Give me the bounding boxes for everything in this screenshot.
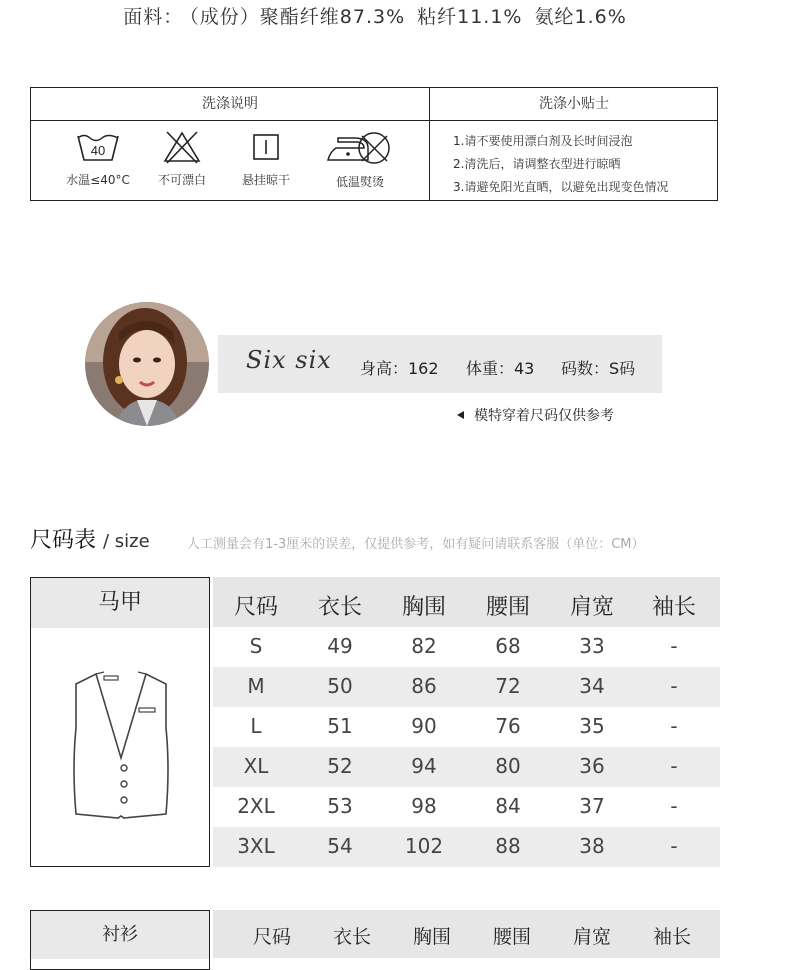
measurement-cell: 88 — [495, 834, 521, 858]
size-cell: 3XL — [237, 834, 275, 858]
wash-tip: 3.请避免阳光直晒，以避免出现变色情况 — [453, 180, 669, 194]
column-header: 腰围 — [492, 926, 531, 948]
care-item-no-bleach — [137, 130, 227, 188]
low-iron-icon — [324, 130, 396, 166]
measurement-cell: - — [670, 634, 678, 658]
care-label: 不可漂白 — [157, 173, 206, 187]
wash-instructions-header: 洗涤说明 — [31, 88, 429, 121]
model-weight: 体重：43 — [466, 359, 535, 378]
size-cell: XL — [243, 754, 269, 778]
measurement-cell: 35 — [579, 714, 605, 738]
column-header: 衣长 — [317, 595, 362, 620]
fabric-composition-label: （成份） — [189, 6, 260, 28]
column-header: 腰围 — [485, 595, 530, 620]
measurement-cell: 33 — [579, 634, 605, 658]
measurement-cell: 76 — [495, 714, 521, 738]
column-header: 胸围 — [412, 926, 451, 948]
wash-instructions-table — [30, 87, 718, 201]
vest-title: 马甲 — [31, 578, 209, 628]
model-avatar — [85, 302, 209, 426]
fabric-composition — [0, 2, 750, 29]
fabric-item: 氨纶1.6% — [534, 6, 627, 28]
wash-tip: 1.请不要使用漂白剂及长时间浸泡 — [453, 134, 633, 148]
hang-dry-icon — [249, 130, 283, 164]
column-header: 肩宽 — [572, 926, 611, 948]
table-divider — [429, 88, 430, 200]
model-size: 码数：S码 — [561, 359, 636, 378]
shirt-title: 衬衫 — [31, 911, 209, 959]
vest-icon — [66, 668, 176, 828]
size-cell: 2XL — [237, 794, 275, 818]
fabric-label: 面料： — [123, 6, 184, 28]
wash-40-icon — [75, 130, 121, 164]
model-signature: Six six — [246, 346, 332, 374]
measurement-cell: - — [670, 674, 678, 698]
measurement-cell: 98 — [411, 794, 437, 818]
measurement-cell: 84 — [495, 794, 521, 818]
measurement-cell: - — [670, 794, 678, 818]
care-label: 水温≤40°C — [66, 173, 130, 187]
column-header: 袖长 — [652, 926, 691, 948]
model-note-text: 模特穿着尺码仅供参考 — [474, 408, 614, 424]
triangle-left-icon — [457, 411, 464, 419]
column-header: 尺码 — [252, 926, 291, 948]
wash-tips-list — [453, 130, 668, 199]
fabric-item: 粘纤11.1% — [417, 6, 523, 28]
measurement-cell: 49 — [327, 634, 353, 658]
care-item-low-iron — [315, 130, 405, 190]
column-header: 尺码 — [233, 595, 278, 620]
measurement-cell: 72 — [495, 674, 521, 698]
wash-temp-badge: 40 — [90, 143, 106, 158]
care-label: 低温熨烫 — [335, 175, 384, 189]
model-size-note — [457, 405, 614, 425]
measurement-cell: - — [670, 714, 678, 738]
measurement-cell: 38 — [579, 834, 605, 858]
size-cell: S — [249, 634, 263, 658]
column-header: 肩宽 — [569, 595, 614, 620]
measurement-cell: - — [670, 754, 678, 778]
measurement-cell: 82 — [411, 634, 437, 658]
size-chart-note: 人工测量会有1-3厘米的误差，仅提供参考，如有疑问请联系客服（单位：CM） — [187, 537, 645, 552]
size-cell: L — [250, 714, 262, 738]
column-header: 胸围 — [401, 595, 446, 620]
no-bleach-icon — [162, 130, 202, 164]
model-height: 身高：162 — [360, 359, 439, 378]
column-header: 袖长 — [651, 595, 696, 620]
vest-garment-box — [30, 577, 210, 867]
measurement-cell: 68 — [495, 634, 521, 658]
measurement-cell: - — [670, 834, 678, 858]
measurement-cell: 54 — [327, 834, 353, 858]
measurement-cell: 37 — [579, 794, 605, 818]
care-item-hang-dry — [221, 130, 311, 188]
measurement-cell: 102 — [404, 834, 444, 858]
measurement-cell: 94 — [411, 754, 437, 778]
measurement-cell: 80 — [495, 754, 521, 778]
size-chart-title — [30, 523, 150, 554]
measurement-cell: 86 — [411, 674, 437, 698]
wash-tips-header: 洗涤小贴士 — [430, 88, 718, 121]
measurement-cell: 50 — [327, 674, 353, 698]
size-cell: M — [247, 674, 265, 698]
measurement-cell: 53 — [327, 794, 353, 818]
size-chart-title-cn: 尺码表 — [30, 528, 97, 553]
care-label: 悬挂晾干 — [241, 173, 290, 187]
measurement-cell: 52 — [327, 754, 353, 778]
measurement-cell: 90 — [411, 714, 437, 738]
fabric-item: 聚酯纤维87.3% — [259, 6, 406, 28]
size-chart-title-en: / size — [103, 531, 150, 552]
measurement-cell: 36 — [579, 754, 605, 778]
measurement-cell: 51 — [327, 714, 353, 738]
care-item-wash — [53, 130, 143, 188]
column-header: 衣长 — [332, 926, 371, 948]
measurement-cell: 34 — [579, 674, 605, 698]
shirt-garment-box — [30, 910, 210, 970]
wash-tip: 2.清洗后，请调整衣型进行晾晒 — [453, 157, 621, 171]
